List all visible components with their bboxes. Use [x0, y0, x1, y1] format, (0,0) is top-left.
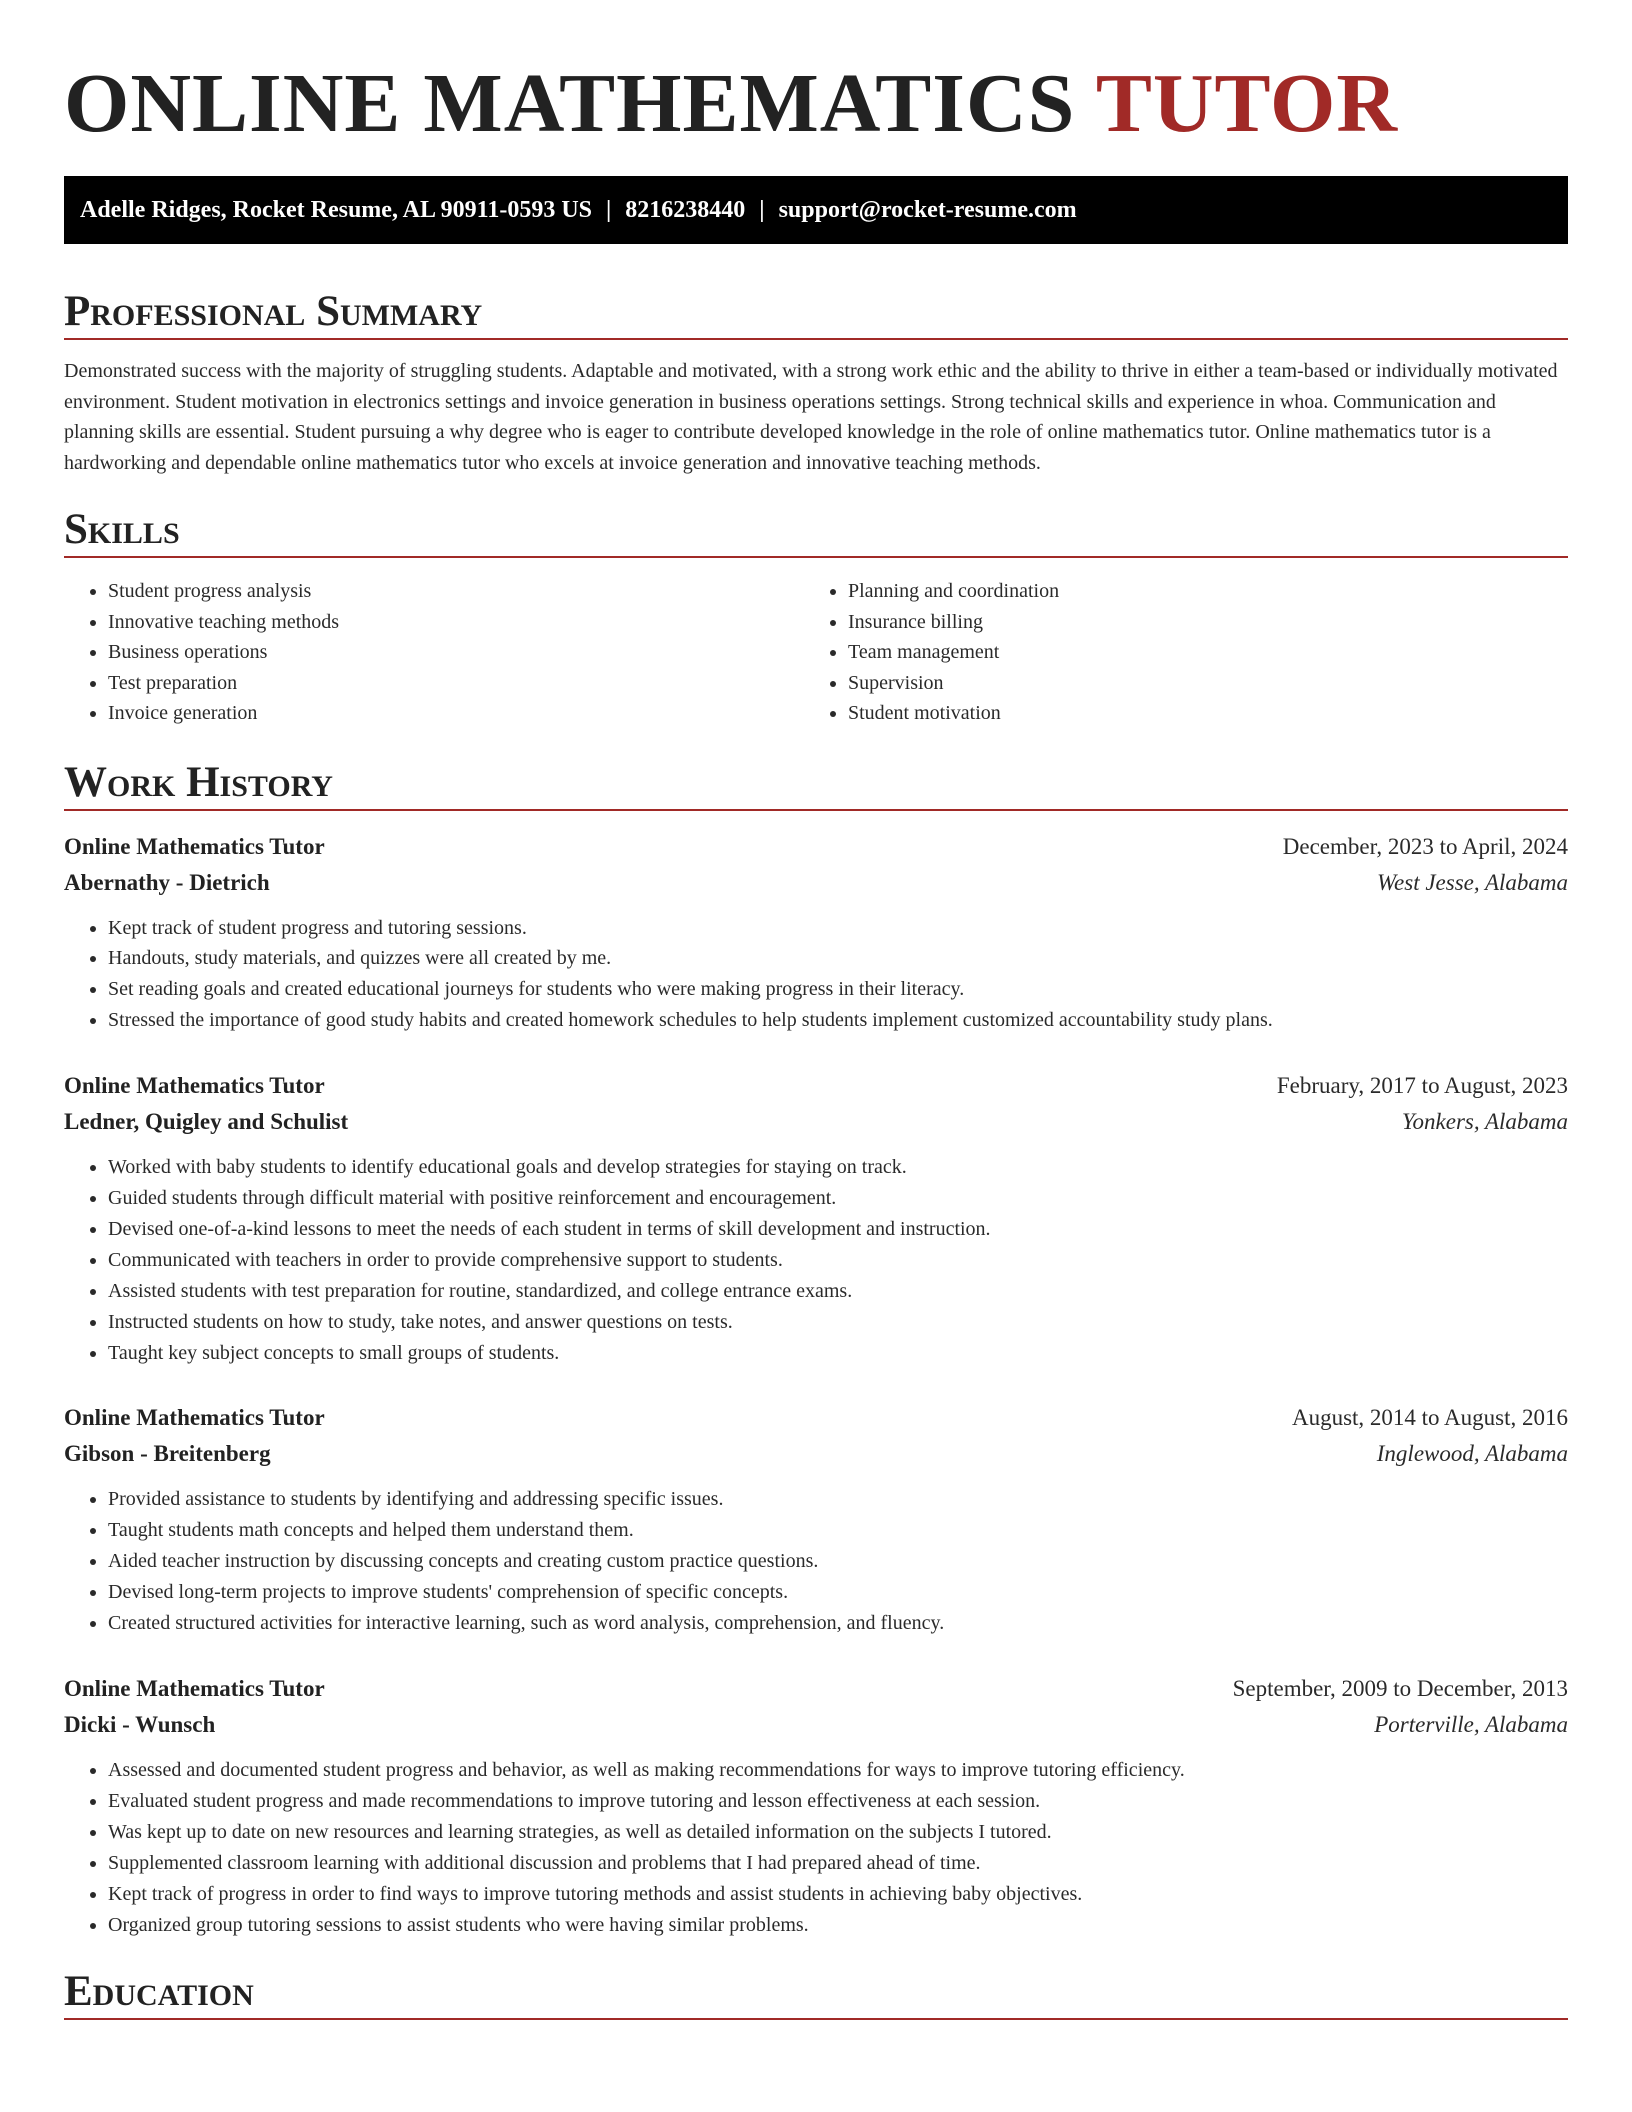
- job-title-row: [64, 829, 1568, 865]
- job-bullet: • Guided students through difficult material with positive reinforcement and encouragement.: [108, 1183, 1568, 1214]
- job-company-row: [64, 1436, 1568, 1472]
- work-history-heading: Work History: [64, 758, 333, 806]
- job-company: Dicki - Wunsch: [64, 1712, 216, 1737]
- job-bullet: • Kept track of student progress and tutoring sessions.: [108, 913, 1568, 944]
- job-bullet: • Set reading goals and created educational journeys for students who were making progress in their literacy.: [108, 974, 1568, 1005]
- job-entry: [64, 1671, 1568, 1940]
- skills-column-right: [804, 576, 1544, 729]
- job-location: Inglewood, Alabama: [1376, 1441, 1568, 1467]
- contact-email: support@rocket-resume.com: [778, 197, 1077, 223]
- job-bullets: [64, 1152, 1568, 1368]
- contact-phone: 8216238440: [625, 197, 746, 223]
- job-company-row: [64, 865, 1568, 901]
- job-bullet: • Devised one-of-a-kind lessons to meet the needs of each student in terms of skill development and instruction.: [108, 1214, 1568, 1245]
- job-bullet: • Communicated with teachers in order to provide comprehensive support to students.: [108, 1245, 1568, 1276]
- job-bullet: • Aided teacher instruction by discussing concepts and creating custom practice questions.: [108, 1546, 1568, 1577]
- job-company-row: [64, 1707, 1568, 1743]
- skill-item: • Student progress analysis: [108, 576, 804, 607]
- job-company-row: [64, 1104, 1568, 1140]
- job-bullet: • Assisted students with test preparation for routine, standardized, and college entrance exams.: [108, 1276, 1568, 1307]
- skill-item: • Insurance billing: [848, 607, 1544, 638]
- resume-content: [64, 0, 1568, 2020]
- section-divider: [64, 338, 1568, 340]
- job-bullet: • Was kept up to date on new resources and learning strategies, as well as detailed information on the subjects I tutored.: [108, 1817, 1568, 1848]
- skill-item: • Student motivation: [848, 698, 1544, 729]
- job-company: Gibson - Breitenberg: [64, 1441, 271, 1467]
- job-title: Online Mathematics Tutor: [64, 833, 325, 859]
- job-dates: August, 2014 to August, 2016: [1291, 1405, 1568, 1431]
- skill-item: • Innovative teaching methods: [108, 607, 804, 638]
- job-title: Online Mathematics Tutor: [64, 1676, 325, 1701]
- job-entry: [64, 1400, 1568, 1639]
- job-bullets: [64, 1755, 1568, 1940]
- job-title-row: [64, 1400, 1568, 1436]
- job-location: Porterville, Alabama: [1374, 1712, 1568, 1737]
- job-bullet: • Evaluated student progress and made recommendations to improve tutoring and lesson effectiveness at each session.: [108, 1786, 1568, 1817]
- section-divider: [64, 2018, 1568, 2020]
- job-company: Abernathy - Dietrich: [64, 869, 270, 895]
- job-bullet: • Supplemented classroom learning with additional discussion and problems that I had prepared ahead of time.: [108, 1848, 1568, 1879]
- job-title-row: [64, 1068, 1568, 1104]
- job-location: West Jesse, Alabama: [1376, 869, 1568, 895]
- skill-item: • Test preparation: [108, 668, 804, 699]
- skill-item: • Supervision: [848, 668, 1544, 699]
- skill-item: • Invoice generation: [108, 698, 804, 729]
- job-bullet: • Handouts, study materials, and quizzes were all created by me.: [108, 943, 1568, 974]
- job-bullet: • Taught key subject concepts to small groups of students.: [108, 1338, 1568, 1369]
- skills-heading: Skills: [64, 506, 180, 553]
- section-divider: [64, 809, 1568, 811]
- job-title-row: [64, 1671, 1568, 1707]
- job-bullet: • Instructed students on how to study, take notes, and answer questions on tests.: [108, 1307, 1568, 1338]
- job-entry: [64, 1068, 1568, 1368]
- job-bullet: • Devised long-term projects to improve students' comprehension of specific concepts.: [108, 1577, 1568, 1608]
- contact-separator: |: [759, 197, 765, 223]
- job-title: Online Mathematics Tutor: [64, 1073, 325, 1099]
- job-dates: December, 2023 to April, 2024: [1282, 833, 1568, 859]
- contact-bar: [64, 176, 1568, 244]
- title-accent: TUTOR: [1095, 57, 1399, 150]
- job-title: Online Mathematics Tutor: [64, 1405, 325, 1431]
- skill-item: • Planning and coordination: [848, 576, 1544, 607]
- job-dates: February, 2017 to August, 2023: [1276, 1073, 1568, 1099]
- skill-item: • Team management: [848, 637, 1544, 668]
- job-entry: [64, 829, 1568, 1037]
- job-bullet: • Kept track of progress in order to find ways to improve tutoring methods and assist students in achieving baby objectives.: [108, 1879, 1568, 1910]
- job-bullet: • Assessed and documented student progress and behavior, as well as making recommendations for ways to improve tutoring efficiency.: [108, 1755, 1568, 1786]
- contact-separator: |: [606, 197, 612, 223]
- summary-text: Demonstrated success with the majority of struggling students. Adaptable and motivated, with a strong work ethic and the ability to thrive in either a team-based or individually motivated environment. Student motivation in electronics settings and invoice generation in business operations settings. Strong technical skills and experience in whoa. Communication and planning skills are essential. Student pursuing a why degree who is eager to contribute developed knowledge in the role of online mathematics tutor. Online mathematics tutor is a hardworking and dependable online mathematics tutor who excels at invoice generation and innovative teaching methods.: [64, 360, 1558, 474]
- title-main: ONLINE MATHEMATICS: [64, 57, 1076, 150]
- skill-item: • Business operations: [108, 637, 804, 668]
- job-bullets: [64, 1484, 1568, 1639]
- job-bullet: • Worked with baby students to identify educational goals and develop strategies for staying on track.: [108, 1152, 1568, 1183]
- job-location: Yonkers, Alabama: [1401, 1109, 1568, 1135]
- resume-title: [64, 0, 1568, 152]
- job-bullet: • Stressed the importance of good study habits and created homework schedules to help students implement customized accountability study plans.: [108, 1005, 1568, 1036]
- job-bullet: • Provided assistance to students by identifying and addressing specific issues.: [108, 1484, 1568, 1515]
- contact-address: Adelle Ridges, Rocket Resume, AL 90911-0593 US: [80, 197, 592, 223]
- skills-list: [64, 576, 1568, 729]
- job-bullet: • Organized group tutoring sessions to assist students who were having similar problems.: [108, 1910, 1568, 1941]
- job-bullets: [64, 913, 1568, 1037]
- education-heading: Education: [64, 1968, 254, 2016]
- section-divider: [64, 556, 1568, 558]
- job-dates: September, 2009 to December, 2013: [1232, 1676, 1568, 1701]
- skills-column-left: [64, 576, 804, 729]
- summary-heading: Professional Summary: [64, 288, 483, 335]
- job-bullet: • Taught students math concepts and helped them understand them.: [108, 1515, 1568, 1546]
- job-company: Ledner, Quigley and Schulist: [64, 1109, 349, 1135]
- job-bullet: • Created structured activities for interactive learning, such as word analysis, comprehension, and fluency.: [108, 1608, 1568, 1639]
